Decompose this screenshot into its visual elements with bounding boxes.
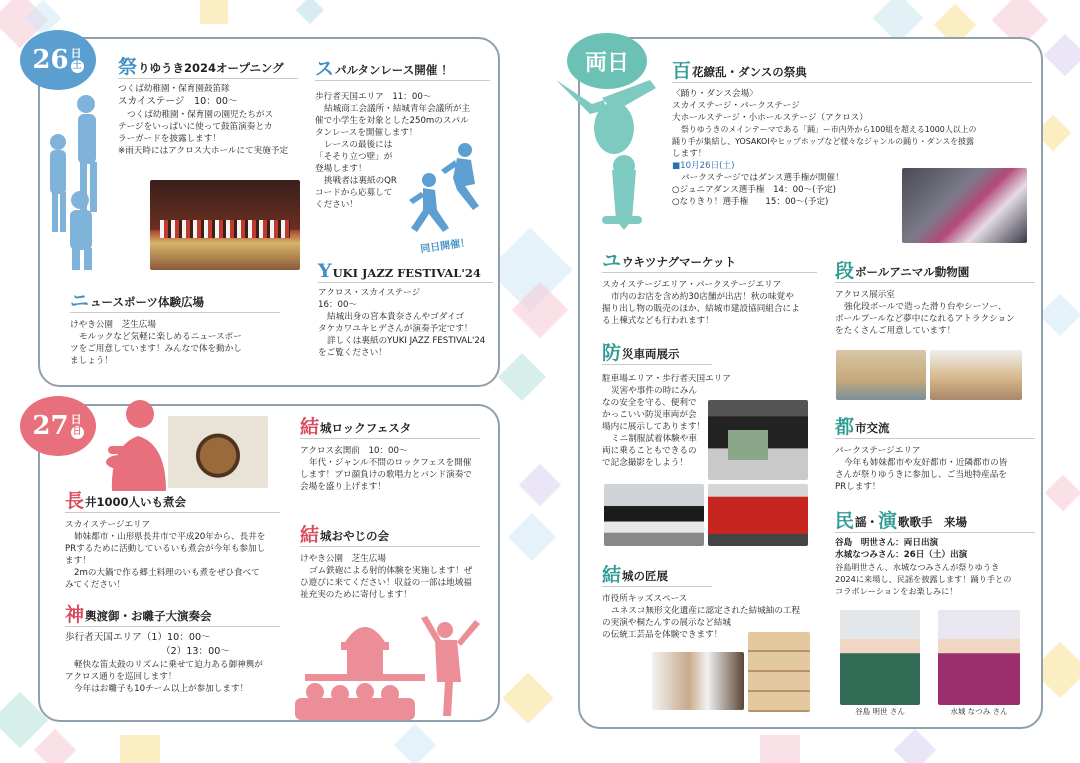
day26-badge	[20, 30, 96, 90]
badge-number: 26	[32, 45, 69, 75]
section-title: 都 市交流	[835, 418, 1035, 439]
section-title: 結 城の匠展	[602, 566, 712, 587]
desc-line: をたくさんご用意しています！	[835, 326, 956, 336]
vehicle-photo-firetruck	[708, 484, 808, 546]
city-exchange	[835, 418, 1035, 493]
badge-label: 両日	[584, 49, 629, 76]
desc-line: さんが祭りゆうきに参加し、ご当地特産品を	[835, 470, 1007, 480]
runner-silhouette	[405, 140, 490, 235]
craft-photo-weaving	[652, 652, 744, 710]
desc-line: 踊り手が集結し、YOSAKOIやヒップホップなど様々なジャンルの踊り・ダンスを披露	[672, 137, 974, 146]
desc-line: 挑戦者は裏紙のQR	[324, 176, 397, 186]
desc-line: モルックなど気軽に楽しめるニュースポー	[79, 332, 242, 342]
badge-day: 日	[70, 46, 82, 60]
date: ■10月26日(土)	[672, 161, 735, 171]
desc-line: 祉充実のために寄付します！	[300, 590, 412, 600]
desc-line: 今年はお囃子も10チーム以上が参加します！	[74, 684, 249, 694]
performer: 水城なつみさん：26日（土）出演	[835, 550, 968, 560]
badge-number: 27	[32, 411, 69, 441]
new-sports-plaza	[70, 292, 280, 367]
dance-performance-photo	[902, 168, 1027, 243]
desc-line: 催で小学生を対象とした250mのスパル	[315, 116, 469, 126]
desc-line: 今年も姉妹都市や友好都市・近隣都市の皆	[844, 458, 1008, 468]
cardboard-zoo-photo-1	[836, 350, 926, 400]
desc-line: テージをいっぱいに使って鼓笛演奏とカ	[118, 122, 273, 132]
craft-photo-tansu	[748, 632, 810, 712]
venue-time: 歩行者天国エリア（1）10：00～	[65, 632, 211, 643]
section-title: ス パルタンレース開催 ！	[315, 60, 490, 81]
event-time: ○ジュニアダンス選手権 14：00～(予定)	[672, 185, 837, 195]
desc-line: 掘り出し物の販売のほか、結城市建設協同組合によ	[602, 304, 800, 314]
eating-person-silhouette	[100, 396, 175, 491]
mikoshi-ohayashi	[65, 606, 280, 695]
desc-line: タンレースを開催します！	[315, 128, 418, 138]
section-title: 祭 りゆうき2024オープニング	[118, 58, 298, 79]
desc-line: 結城商工会議所・結城青年会議所が主	[324, 104, 471, 114]
section-title: 民 謡・ 演 歌歌手 来場	[835, 512, 1035, 533]
desc-line: 両に乗ることもできるの	[602, 446, 697, 456]
matsuri-opening	[118, 58, 298, 157]
desc-line: 場内に展示してあります！	[602, 422, 706, 432]
venue: スカイステージエリア・パークステージエリア	[602, 280, 782, 290]
section-title: 防 災車両展示	[602, 344, 712, 365]
desc-line: みてください！	[65, 580, 126, 590]
desc-line: る上棟式なども行われます！	[602, 316, 714, 326]
section-title: 結 城おやじの会	[300, 526, 480, 547]
section-title: 段 ボールアニマル動物園	[835, 262, 1035, 283]
desc-line: パークステージではダンス選手権が開催！	[681, 173, 844, 183]
yuki-tsunagu-market	[602, 252, 817, 327]
mikoshi-silhouette	[285, 612, 485, 720]
desc-line: をご覧ください！	[318, 348, 387, 358]
time: （2）13：00～	[161, 646, 230, 657]
venue: アクロス・スカイステージ	[318, 288, 421, 298]
venue: つくば幼稚園・保育園鼓笛隊	[118, 84, 230, 94]
desc-line: 2024に来場し、民謡を披露します！踊り手との	[835, 574, 1012, 584]
venue: 市役所キッズスペース	[602, 594, 688, 604]
imoni-food-photo	[168, 416, 268, 488]
desc-line: 強化段ボールで造った滑り台やシーソー、	[844, 302, 1007, 312]
desc-line: で記念撮影をしよう！	[602, 458, 688, 468]
badge-weekday: 土	[72, 60, 82, 71]
desc-line: します！	[672, 149, 707, 159]
venue: 大ホールステージ・小ホールステージ（アクロス）	[672, 113, 868, 123]
folk-enka-singers	[835, 512, 1035, 597]
venue: けやき公園 芝生広場	[70, 320, 156, 330]
desc-line: かっこいい防災車両が会	[602, 410, 697, 420]
venue-time: アクロス玄関前 10：00～	[300, 446, 408, 456]
nagai-imoni	[65, 492, 280, 591]
desc-line: なの安全を守る、便利で	[602, 398, 697, 408]
desc-line: PRするために活動しているいも煮会が今年も参加し	[65, 544, 266, 554]
section-title: 長 井1000人いも煮会	[65, 492, 280, 513]
venue: スカイステージエリア	[65, 520, 151, 530]
breakdancer-silhouette	[552, 70, 667, 230]
section-title: 百 花繚乱・ダンスの祭典	[672, 62, 1032, 83]
desc-line: 会場を盛り上げます！	[300, 482, 386, 492]
desc-line: ください！	[315, 200, 358, 210]
marching-band-photo	[150, 180, 300, 270]
desc-line: コラボレーションをお楽しみに！	[835, 586, 958, 596]
both-days-label: 同日開催！	[419, 237, 471, 256]
yuki-oyaji-kai	[300, 526, 480, 601]
venue: 駐車場エリア・歩行者天国エリア	[602, 374, 731, 384]
desc-line: します！プロ顔負けの歌唱力とバンド演奏で	[300, 470, 472, 480]
singer-photo-tanishima	[840, 610, 920, 705]
section-title: ニ ュースポーツ体験広場	[70, 292, 280, 313]
desc-line: ツをご用意しています！みんなで体を動かし	[70, 344, 242, 354]
desc-line: レースの最後には	[324, 140, 393, 150]
venue: スカイステージ・パークステージ	[672, 101, 800, 111]
note: ※雨天時にはアクロス大ホールにて実施予定	[118, 146, 289, 156]
desc-line: タケカワユキヒデさんが演奏予定です！	[318, 324, 473, 334]
cardboard-zoo	[835, 262, 1035, 337]
desc-line: ます！	[65, 556, 91, 566]
desc-line: 市内のお店を含め約30店舗が出店！秋の味覚や	[611, 292, 794, 302]
day27-badge	[20, 396, 96, 456]
desc-line: 登場します！	[315, 164, 367, 174]
desc-line: 祭りゆうきのメインテーマである「踊」ー市内外から100組を超える1000人以上の	[681, 125, 977, 134]
venue: パークステージエリア	[835, 446, 921, 456]
badge-day: 日	[70, 412, 82, 426]
event-time: ○なりきり！選手権 15：00～(予定)	[672, 197, 829, 207]
desc-line: ミニ制服試着体験や車	[611, 434, 697, 444]
vehicle-photo-van	[708, 400, 808, 480]
desc-line: 年代・ジャンル不問のロックフェスを開催	[309, 458, 472, 468]
desc-line: 「そそり立つ壁」が	[315, 152, 393, 162]
desc-line: 結城出身の宮本貴奈さんやゴダイゴ	[327, 312, 464, 322]
yuki-craftsman-exhibit	[602, 566, 817, 641]
singer-photo-mizuki	[938, 610, 1020, 705]
time: スカイステージ 10：00～	[118, 96, 238, 107]
vehicle-photo-police	[604, 484, 704, 546]
desc-line: 姉妹都市・山形県長井市で平成20年から、長井を	[74, 532, 266, 542]
section-title: ユ ウキツナグマーケット	[602, 252, 817, 273]
desc-line: ましょう！	[70, 356, 113, 366]
desc-line: の伝統工芸品を体験できます！	[602, 630, 723, 640]
section-title: 神 輿渡御・お囃子大演奏会	[65, 606, 280, 627]
time: 16：00～	[318, 300, 358, 310]
yuki-jazz-festival	[318, 262, 493, 359]
venue-time: 歩行者天国エリア 11：00～	[315, 92, 432, 102]
badge-weekday: 日	[72, 426, 82, 437]
drummer-silhouette	[40, 90, 110, 270]
desc-line: の実演や桐たんすの展示など結城	[602, 618, 731, 628]
singer-caption-1: 谷島 明世 さん	[855, 707, 905, 716]
desc-line: ひ遊びに来てください！収益の一部は地域福	[300, 578, 472, 588]
desc-line: ボールプールなど夢中になれるアトラクション	[835, 314, 1015, 324]
venue: けやき公園 芝生広場	[300, 554, 386, 564]
desc-line: 谷島明世さん、水城なつみさんが祭りゆうき	[835, 562, 1000, 572]
desc-line: アクロス通りを巡回します！	[65, 672, 177, 682]
section-title: Y UKI JAZZ FESTIVAL'24	[318, 262, 493, 283]
desc-line: 2mの大鍋で作る郷土料理のいも煮をぜひ食べて	[74, 568, 260, 578]
desc-line: コードから応募して	[315, 188, 393, 198]
cardboard-zoo-photo-2	[930, 350, 1022, 400]
desc-line: PRします！	[835, 482, 881, 492]
section-title: 結 城ロックフェスタ	[300, 418, 480, 439]
desc-line: 詳しくは裏紙のYUKI JAZZ FESTIVAL'24	[327, 336, 486, 346]
desc-line: ラーガードを披露します！	[118, 134, 221, 144]
desc-line: ゴム鉄砲による射的体験を実施します！ぜ	[309, 566, 473, 576]
yuki-rock-festa	[300, 418, 480, 493]
desc-line: ユネスコ無形文化遺産に認定された結城紬の工程	[611, 606, 801, 616]
desc-line: つくば幼稚園・保育園の園児たちがス	[127, 110, 274, 120]
venue: アクロス展示室	[835, 290, 895, 300]
singer-caption-2: 水城 なつみ さん	[950, 707, 1008, 716]
desc-line: 災害や事件の時にみん	[611, 386, 697, 396]
performer: 谷島 明世さん：両日出演	[835, 538, 939, 548]
desc-line: 軽快な笛太鼓のリズムに乗せて迫力ある御神輿が	[74, 660, 263, 670]
venue-label: 〈踊り・ダンス会場〉	[672, 89, 758, 99]
